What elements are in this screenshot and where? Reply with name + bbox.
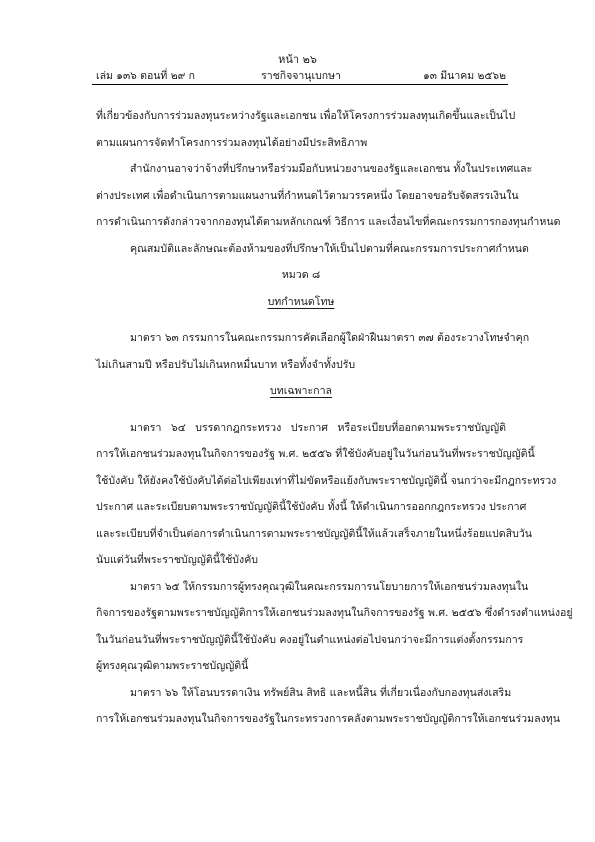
body-line: ต่างประเทศ เพื่อดำเนินการตามแผนงานที่กำหนดไว้ตามวรรคหนึ่ง โดยอาจขอรับจัดสรรเงินใน — [96, 189, 519, 202]
page-number: หน้า ๒๖ — [278, 53, 317, 66]
document-body — [96, 108, 573, 738]
body-line: การดำเนินการดังกล่าวจากกองทุนได้ตามหลักเกณฑ์ วิธีการ และเงื่อนไขที่คณะกรรมการกองทุนกำหนด — [96, 216, 561, 228]
section-64-line: มาตรา ๖๔ บรรดากฎกระทรวง ประกาศ หรือระเบียบที่ออกตามพระราชบัญญัติ — [130, 421, 506, 434]
spacer — [96, 410, 506, 420]
transitory-heading — [96, 383, 506, 410]
body-line: คุณสมบัติและลักษณะต้องห้ามของที่ปรึกษาให้เป็นไปตามที่คณะกรรมการประกาศกำหนด — [130, 242, 529, 255]
publication-name: ราชกิจจานุเบกษา — [261, 70, 341, 82]
body-line: สำนักงานอาจว่าจ้างที่ปรึกษาหรือร่วมมือกับหน่วยงานของรัฐและเอกชน ทั้งในประเทศและ — [130, 163, 533, 175]
volume-issue: เล่ม ๑๓๖ ตอนที่ ๒๙ ก — [96, 70, 195, 82]
body-line: ตามแผนการจัดทำโครงการร่วมลงทุนได้อย่างมีประสิทธิภาพ — [96, 136, 368, 149]
section-64-line: นับแต่วันที่พระราชบัญญัตินี้ใช้บังคับ — [96, 554, 259, 566]
section-66-line: การให้เอกชนร่วมลงทุนในกิจการของรัฐในกระทรวงการคลังตามพระราชบัญญัติการให้เอกชนร่วมลงทุน — [96, 713, 560, 725]
chapter-title-text: บทกำหนดโทษ — [267, 295, 335, 308]
spacer — [96, 320, 506, 330]
running-header — [96, 67, 506, 81]
section-64-line: ประกาศ และระเบียบตามพระราชบัญญัตินี้ใช้บังคับ ทั้งนี้ ให้ดำเนินการออกกฎกระทรวง ประกาศ — [96, 501, 527, 513]
section-65-line: กิจการของรัฐตามพระราชบัญญัติการให้เอกชนร่วมลงทุนในกิจการของรัฐ พ.ศ. ๒๕๕๖ ซึ่งดำรงตำแหน่งอยู่ — [96, 607, 573, 619]
transitory-heading-text: บทเฉพาะกาล — [269, 385, 333, 397]
section-63-line: มาตรา ๖๓ กรรมการในคณะกรรมการคัดเลือกผู้ใดฝ่าฝืนมาตรา ๓๗ ต้องระวางโทษจำคุก — [130, 332, 530, 344]
header-divider — [92, 84, 508, 85]
section-65-line: ผู้ทรงคุณวุฒิตามพระราชบัญญัตินี้ — [96, 660, 249, 672]
section-64-line: การให้เอกชนร่วมลงทุนในกิจการของรัฐ พ.ศ. ๒๕๕๖ ที่ใช้บังคับอยู่ในวันก่อนวันที่พระราชบัญญัตินี้ — [96, 448, 535, 460]
section-65-line: ในวันก่อนวันที่พระราชบัญญัตินี้ใช้บังคับ คงอยู่ในตำแหน่งต่อไปจนกว่าจะมีการแต่งตั้งกรรมการ — [96, 633, 524, 646]
body-line: ที่เกี่ยวข้องกับการร่วมลงทุนระหว่างรัฐและเอกชน เพื่อให้โครงการร่วมลงทุนเกิดขึ้นและเป็นไป — [96, 110, 516, 122]
section-63-line: ไม่เกินสามปี หรือปรับไม่เกินหกหมื่นบาท หรือทั้งจำทั้งปรับ — [96, 358, 356, 371]
chapter-title — [96, 294, 506, 321]
section-66-line: มาตรา ๖๖ ให้โอนบรรดาเงิน ทรัพย์สิน สิทธิ และหนี้สิน ที่เกี่ยวเนื่องกับกองทุนส่งเสริม — [130, 686, 512, 699]
section-64-line: ใช้บังคับ ให้ยังคงใช้บังคับได้ต่อไปเพียงเท่าที่ไม่ขัดหรือแย้งกับพระราชบัญญัตินี้ จนกว่าจะมีกฎกระทรวง — [96, 474, 557, 487]
section-64-line: และระเบียบที่จำเป็นต่อการดำเนินการตามพระราชบัญญัตินี้ให้แล้วเสร็จภายในหนึ่งร้อยแปดสิบวัน — [96, 527, 533, 540]
section-65-line: มาตรา ๖๕ ให้กรรมการผู้ทรงคุณวุฒิในคณะกรรมการนโยบายการให้เอกชนร่วมลงทุนใน — [130, 580, 529, 593]
publication-date: ๑๓ มีนาคม ๒๕๖๒ — [423, 70, 506, 82]
chapter-number: หมวด ๘ — [281, 269, 321, 281]
